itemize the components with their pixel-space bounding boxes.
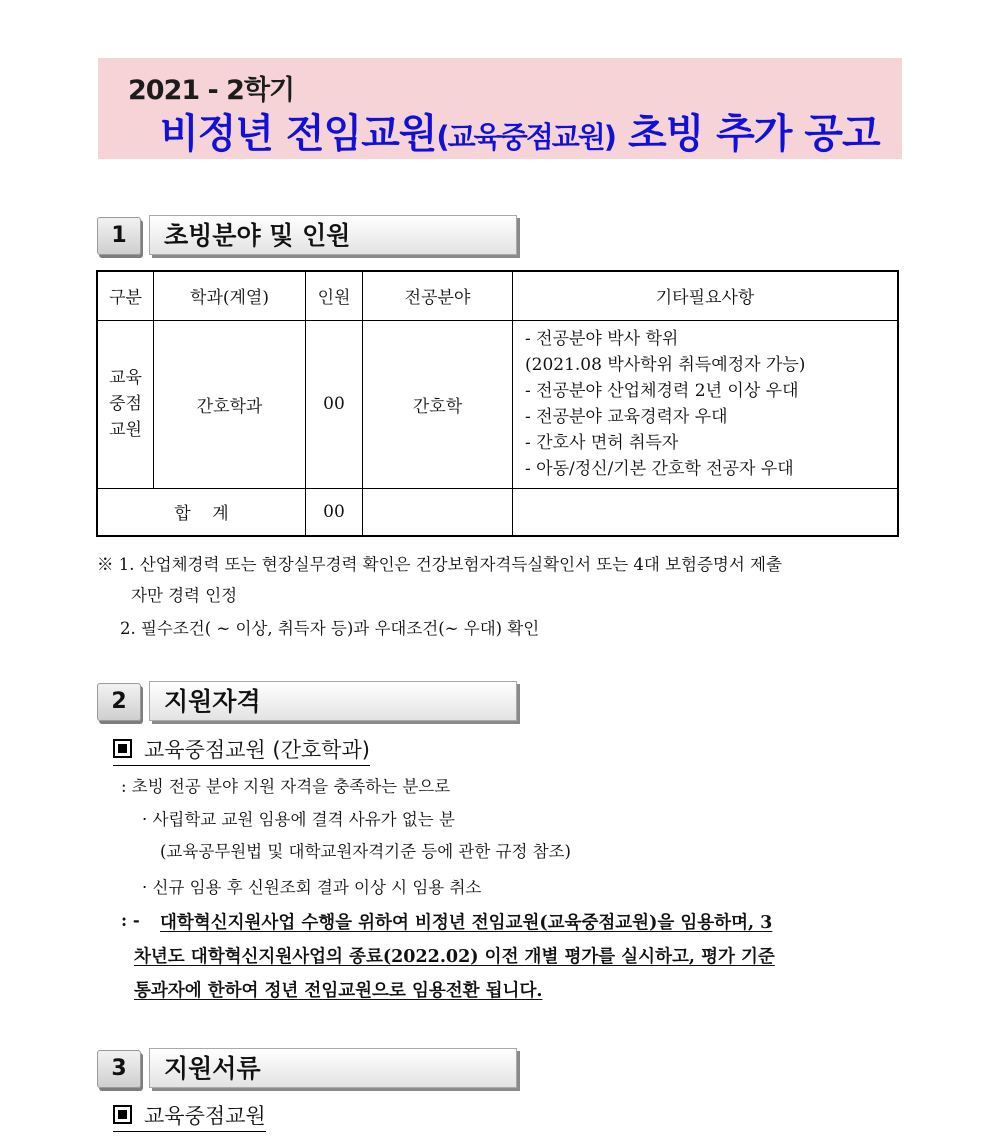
cell-count: 00	[306, 320, 363, 488]
category-line: 교육	[109, 368, 142, 388]
section-header-3	[97, 1048, 525, 1092]
page-title	[160, 102, 880, 159]
requirement-item: - 전공분야 산업체경력 2년 이상 우대	[525, 381, 799, 401]
filled-square-icon	[113, 739, 132, 758]
header-requirements: 기타필요사항	[513, 271, 899, 320]
section-title: 지원자격	[149, 681, 517, 721]
table-header-row	[97, 271, 898, 320]
category-line: 중점	[109, 394, 142, 414]
total-count: 00	[306, 488, 363, 536]
bold-notice-prefix: : -	[121, 911, 140, 930]
section-title: 초빙분야 및 인원	[149, 215, 517, 255]
documents-heading	[113, 1100, 266, 1132]
header-count: 인원	[306, 271, 363, 320]
title-banner	[98, 58, 902, 159]
requirement-item: - 전공분야 박사 학위	[525, 329, 679, 349]
section-header-2	[97, 681, 525, 725]
total-label: 합 계	[97, 488, 306, 536]
section-number: 2	[97, 683, 141, 721]
header-department: 학과(계열)	[154, 271, 306, 320]
bold-notice-line-1: 대학혁신지원사업 수행을 위하여 비정년 전임교원(교육중점교원)을 임용하며, 3	[160, 913, 773, 933]
header-major: 전공분야	[363, 271, 513, 320]
note-line-1-cont: 자만 경력 인정	[131, 586, 238, 605]
title-main-suffix: 초빙 추가 공고	[627, 111, 880, 157]
bold-notice-line-2: 차년도 대학혁신지원사업의 종료(2022.02) 이전 개별 평가를 실시하고, 평가 기준	[134, 947, 775, 967]
bold-notice-line-3: 통과자에 한하여 정년 전임교원으로 임용전환 됩니다.	[134, 981, 543, 1001]
title-main-prefix: 비정년 전임교원	[160, 111, 437, 157]
cell-requirements	[513, 320, 899, 488]
total-empty-requirements	[513, 488, 899, 536]
qualification-intro: : 초빙 전공 분야 지원 자격을 충족하는 분으로	[121, 777, 451, 796]
recruitment-table	[96, 270, 899, 537]
qualification-heading	[113, 734, 370, 766]
qualification-item-1-note: (교육공무원법 및 대학교원자격기준 등에 관한 규정 참조)	[160, 842, 571, 861]
title-semester: 2021 - 2학기	[128, 75, 295, 106]
requirement-item: - 아동/정신/기본 간호학 전공자 우대	[525, 459, 794, 479]
qualification-item-1: · 사립학교 교원 임용에 결격 사유가 없는 분	[142, 810, 455, 829]
cell-major: 간호학	[363, 320, 513, 488]
title-main-paren: (교육중점교원)	[436, 120, 615, 154]
documents-heading-text: 교육중점교원	[144, 1104, 266, 1128]
qualification-heading-text: 교육중점교원 (간호학과)	[144, 738, 370, 762]
requirement-item: - 전공분야 교육경력자 우대	[525, 407, 728, 427]
section-number: 3	[97, 1050, 141, 1088]
category-line: 교원	[109, 420, 142, 440]
header-category: 구분	[97, 271, 154, 320]
table-total-row	[97, 488, 898, 536]
requirement-item: - 간호사 면허 취득자	[525, 433, 679, 453]
table-row	[97, 320, 898, 488]
cell-department: 간호학과	[154, 320, 306, 488]
total-empty-major	[363, 488, 513, 536]
section-number: 1	[97, 217, 141, 255]
qualification-item-2: · 신규 임용 후 신원조회 결과 이상 시 임용 취소	[142, 878, 482, 897]
section-title: 지원서류	[149, 1048, 517, 1088]
cell-category	[97, 320, 154, 488]
note-line-1: ※ 1. 산업체경력 또는 현장실무경력 확인은 건강보험자격득실확인서 또는 4대 보험증명서 제출	[97, 555, 782, 574]
requirement-item: (2021.08 박사학위 취득예정자 가능)	[525, 355, 806, 375]
section-header-1	[97, 215, 525, 259]
filled-square-icon	[113, 1105, 132, 1124]
note-line-2: 2. 필수조건( ~ 이상, 취득자 등)과 우대조건(~ 우대) 확인	[120, 619, 540, 638]
